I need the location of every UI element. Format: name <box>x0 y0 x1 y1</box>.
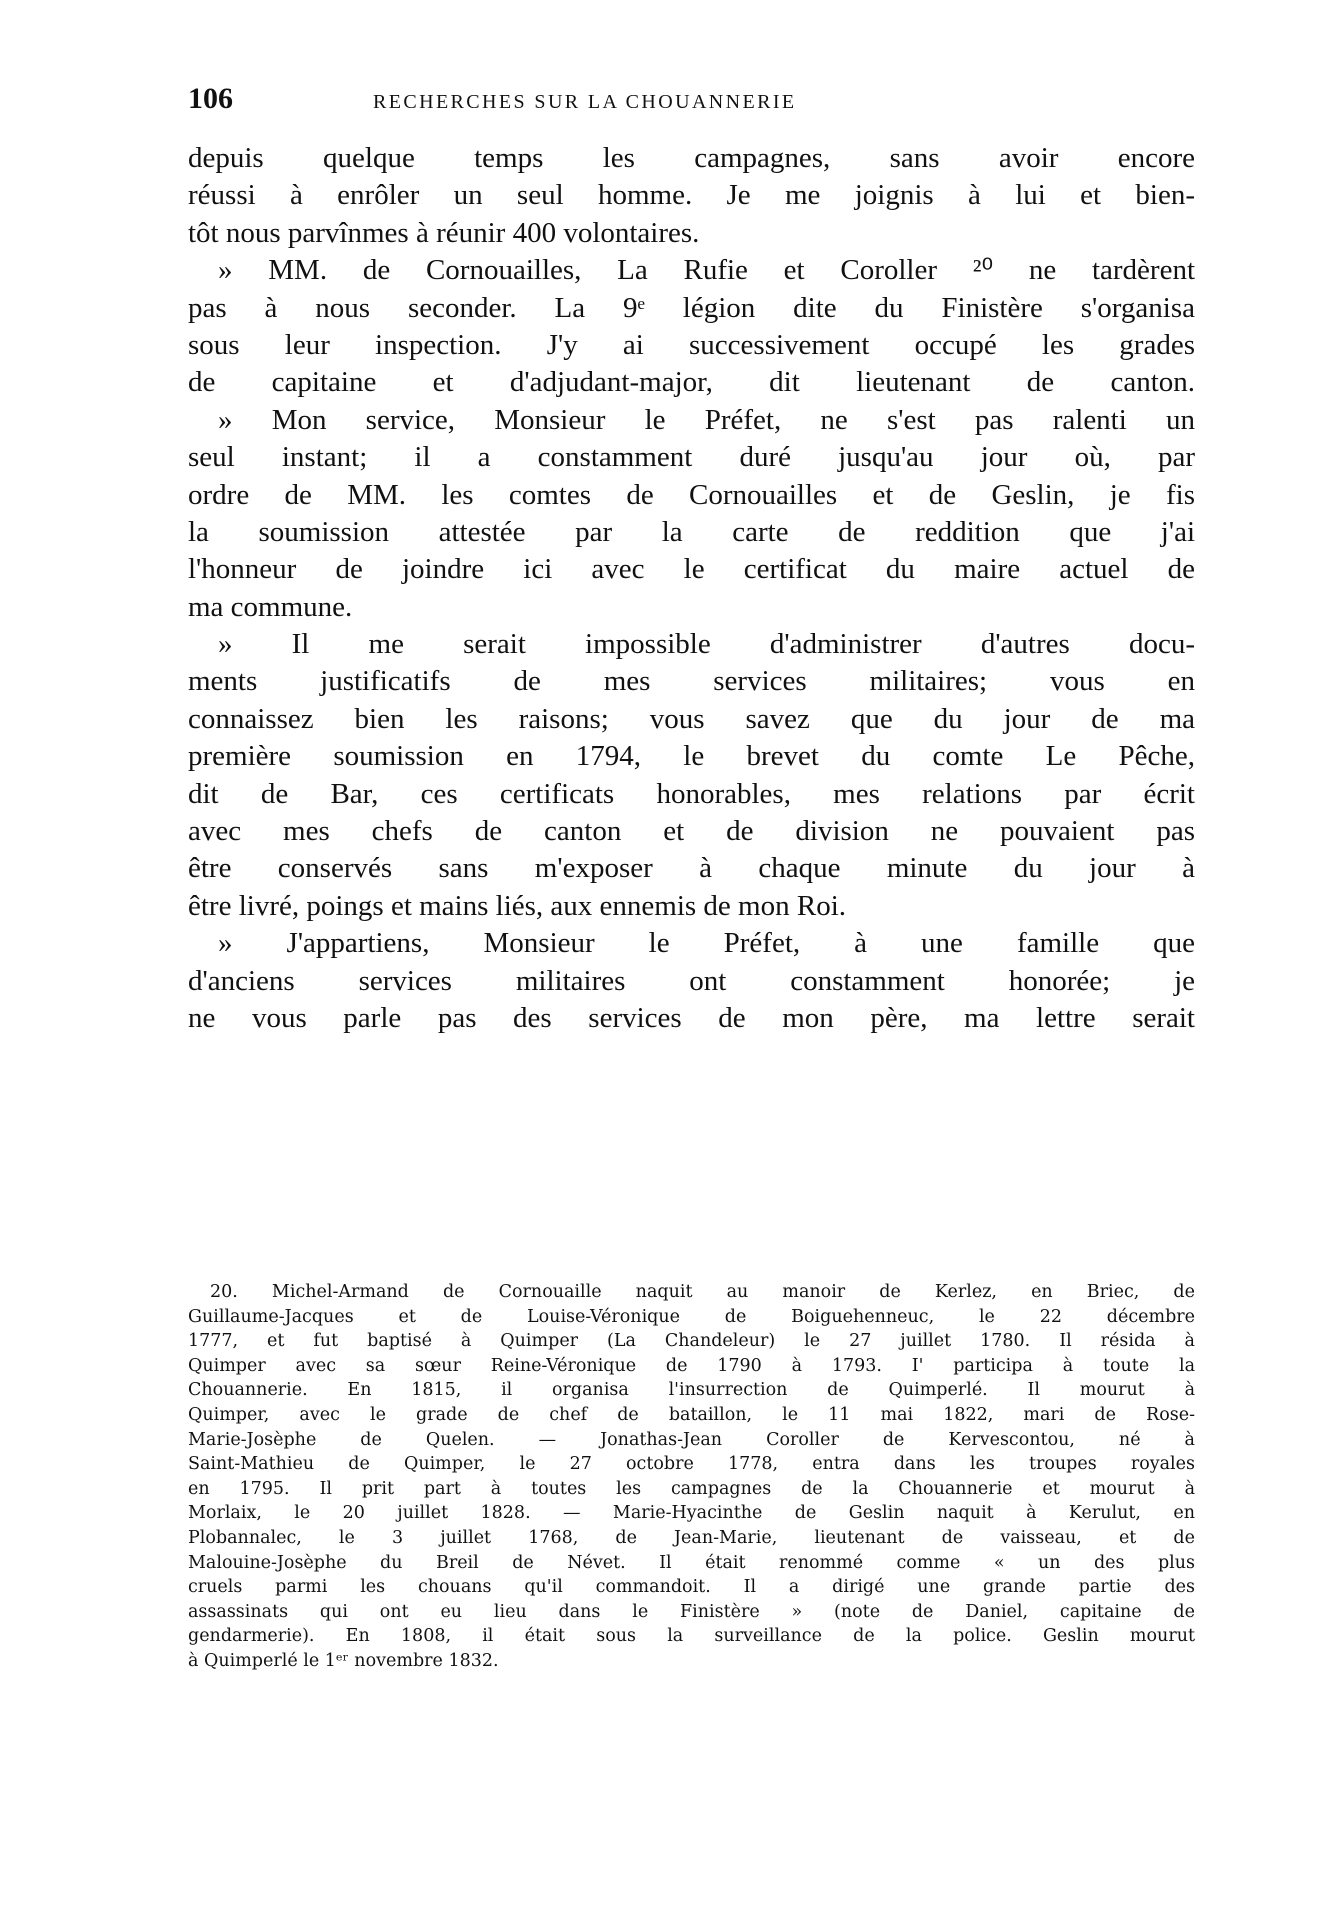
text-line: de capitaine et d'adjudant-major, dit lieutenant de canton. <box>188 366 1195 399</box>
text-line: la soumission attestée par la carte de reddition que j'ai <box>188 515 1195 548</box>
text-line: tôt nous parvînmes à réunir 400 volontaires. <box>188 216 700 249</box>
text-line: sous leur inspection. J'y ai successivement occupé les grades <box>188 328 1195 361</box>
text-line: depuis quelque temps les campagnes, sans avoir encore <box>188 142 1195 174</box>
running-title: RECHERCHES SUR LA CHOUANNERIE <box>373 91 797 113</box>
footnote-line: Malouine-Josèphe du Breil de Névet. Il était renommé comme « un des plus <box>188 1552 1195 1573</box>
main-text <box>188 140 1195 1037</box>
footnote-line: Marie-Josèphe de Quelen. — Jonathas-Jean Coroller de Kervescontou, né à <box>188 1429 1195 1450</box>
footnote-line: assassinats qui ont eu lieu dans le Finistère » (note de Daniel, capitaine de <box>188 1601 1195 1622</box>
text-line: » Il me serait impossible d'administrer d'autres docu- <box>218 628 1195 661</box>
text-line: être conservés sans m'exposer à chaque minute du jour à <box>188 852 1195 885</box>
text-line: seul instant; il a constamment duré jusqu'au jour où, par <box>188 441 1195 474</box>
text-line: ordre de MM. les comtes de Cornouailles et de Geslin, je fis <box>188 478 1195 511</box>
text-line: avec mes chefs de canton et de division ne pouvaient pas <box>188 815 1195 848</box>
footnote-line: 1777, et fut baptisé à Quimper (La Chandeleur) le 27 juillet 1780. Il résida à <box>188 1331 1195 1352</box>
text-line: être livré, poings et mains liés, aux ennemis de mon Roi. <box>188 889 847 922</box>
footnote-line: Saint-Mathieu de Quimper, le 27 octobre 1778, entra dans les troupes royales <box>188 1454 1195 1475</box>
footnote-line: en 1795. Il prit part à toutes les campagnes de la Chouannerie et mourut à <box>188 1478 1195 1499</box>
footnote-line: Plobannalec, le 3 juillet 1768, de Jean-Marie, lieutenant de vaisseau, et de <box>188 1527 1195 1548</box>
text-line: d'anciens services militaires ont constamment honorée; je <box>188 964 1195 997</box>
text-line: » J'appartiens, Monsieur le Préfet, à une famille que <box>218 927 1195 960</box>
footnote <box>188 1280 1195 1674</box>
text-line: l'honneur de joindre ici avec le certificat du maire actuel de <box>188 553 1195 586</box>
footnote-line: Chouannerie. En 1815, il organisa l'insurrection de Quimperlé. Il mourut à <box>188 1380 1195 1401</box>
text-line: première soumission en 1794, le brevet du comte Le Pêche, <box>188 740 1195 773</box>
page-header <box>188 82 1195 122</box>
text-line: ma commune. <box>188 590 353 623</box>
footnote-line: cruels parmi les chouans qu'il commandoit. Il a dirigé une grande partie des <box>188 1577 1195 1598</box>
footnote-line: 20. Michel-Armand de Cornouaille naquit au manoir de Kerlez, en Briec, de <box>210 1282 1195 1302</box>
text-line: » Mon service, Monsieur le Préfet, ne s'est pas ralenti un <box>218 403 1195 436</box>
text-line: pas à nous seconder. La 9ᵉ légion dite du Finistère s'organisa <box>188 291 1195 324</box>
footnote-line: Morlaix, le 20 juillet 1828. — Marie-Hyacinthe de Geslin naquit à Kerulut, en <box>188 1503 1195 1524</box>
text-line: » MM. de Cornouailles, La Rufie et Coroller ²⁰ ne tardèrent <box>218 254 1195 287</box>
footnote-line: à Quimperlé le 1ᵉʳ novembre 1832. <box>188 1650 499 1671</box>
text-line: réussi à enrôler un seul homme. Je me joignis à lui et bien- <box>188 179 1195 212</box>
page-number: 106 <box>188 82 233 115</box>
footnote-line: gendarmerie). En 1808, il était sous la surveillance de la police. Geslin mourut <box>188 1626 1195 1647</box>
text-line: ne vous parle pas des services de mon père, ma lettre serait <box>188 1001 1195 1034</box>
text-line: ments justificatifs de mes services militaires; vous en <box>188 665 1195 698</box>
text-line: dit de Bar, ces certificats honorables, mes relations par écrit <box>188 777 1195 810</box>
footnote-line: Guillaume-Jacques et de Louise-Véronique de Boiguehenneuc, le 22 décembre <box>188 1306 1195 1327</box>
footnote-line: Quimper avec sa sœur Reine-Véronique de 1790 à 1793. I' participa à toute la <box>188 1355 1195 1376</box>
footnote-line: Quimper, avec le grade de chef de bataillon, le 11 mai 1822, mari de Rose- <box>188 1404 1195 1425</box>
text-line: connaissez bien les raisons; vous savez que du jour de ma <box>188 702 1195 735</box>
